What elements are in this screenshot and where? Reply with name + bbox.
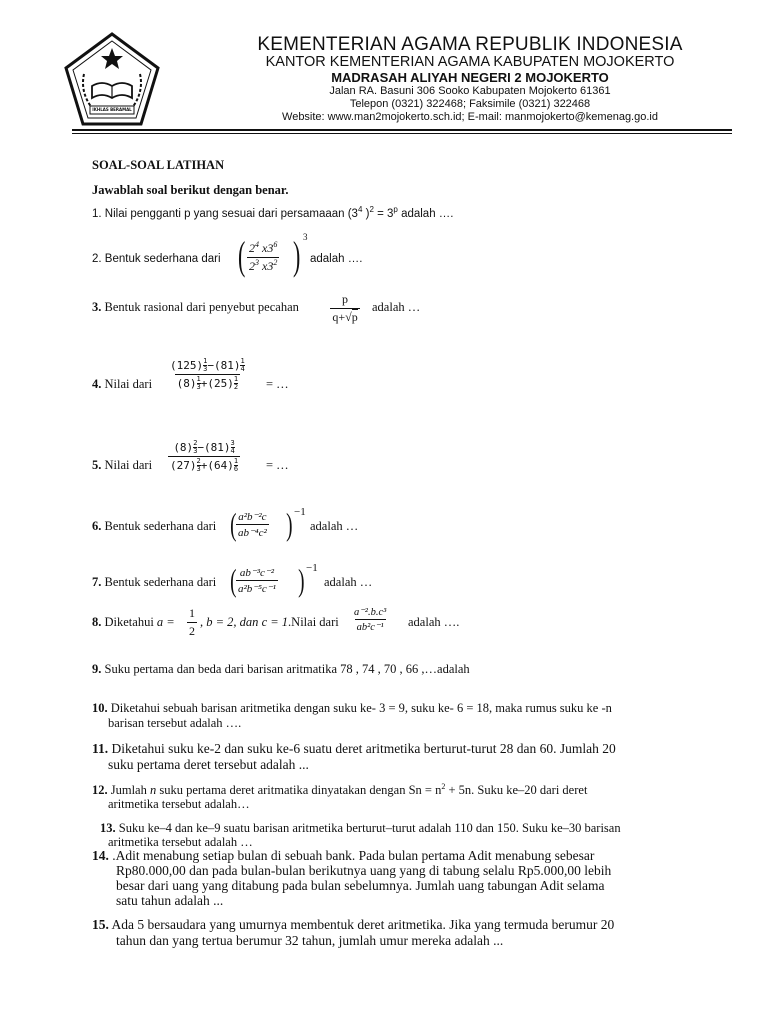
letterhead-rule-thick	[72, 129, 732, 131]
question-number: 6.	[92, 519, 102, 533]
question-13	[100, 821, 621, 836]
exp-num: 1	[196, 375, 201, 383]
numerator: −(81)	[207, 359, 241, 372]
question-number: 5.	[92, 458, 102, 472]
school-phone: Telepon (0321) 322468; Faksimile (0321) 322468	[349, 98, 591, 110]
question-number: 3.	[92, 300, 102, 314]
denominator: (27)	[170, 459, 197, 472]
fraction-exponent	[234, 376, 238, 391]
question-tail: = …	[266, 377, 289, 391]
question-text	[200, 615, 339, 630]
question-11	[92, 741, 616, 756]
exp-den: 6	[233, 465, 239, 473]
b-equals: , b = 2, dan	[200, 615, 259, 629]
exponent: 2	[369, 205, 374, 215]
exponent: 4	[357, 205, 363, 215]
exp-num: 2	[196, 457, 201, 465]
question-5	[92, 458, 152, 473]
question-3	[92, 300, 299, 315]
question-number: 8.	[92, 615, 102, 629]
exp-den: 3	[193, 447, 198, 455]
question-text: Bentuk rasional dari penyebut pecahan	[104, 300, 299, 314]
exp-num: 1	[203, 357, 208, 365]
exponent: 4	[255, 240, 259, 249]
exponent: 2	[273, 258, 278, 267]
exp-den: 3	[203, 365, 208, 373]
numerator: 1	[189, 606, 195, 620]
instruction: Jawablah soal berikut dengan benar.	[92, 183, 289, 197]
exp-den: 2	[233, 383, 239, 391]
question-tail: = …	[266, 458, 289, 472]
question-text: Bentuk sederhana dari	[104, 575, 217, 589]
question-text: Nilai pengganti p yang sesuai dari persamaaan (3	[104, 208, 358, 220]
page-title: SOAL-SOAL LATIHAN	[92, 158, 225, 172]
numerator: a⁻².b.c³	[354, 607, 387, 618]
denominator: +(25)	[200, 377, 234, 390]
numerator: (125)	[170, 359, 204, 372]
question-6	[92, 519, 216, 534]
question-number: 7.	[92, 575, 102, 589]
question-number: 10.	[92, 701, 108, 715]
exponent: p	[393, 205, 398, 215]
fraction	[324, 292, 366, 325]
denominator: q+	[332, 310, 346, 324]
question-number: 11.	[92, 741, 109, 756]
exponent: 2	[441, 781, 446, 791]
school-web: Website: www.man2mojokerto.sch.id; E-mail: manmojokerto@kemenag.go.id	[282, 111, 658, 123]
fraction	[168, 358, 247, 391]
question-text: = 3	[373, 208, 394, 220]
c-equals: c = 1	[261, 615, 289, 629]
denominator: +(64)	[200, 459, 234, 472]
numerator: x3	[259, 241, 274, 255]
question-number: 15.	[92, 917, 109, 932]
fraction-exponent	[231, 440, 235, 455]
numerator: 2	[249, 241, 255, 255]
question-text: Suku pertama dan beda dari barisan aritmatika 78 , 74 , 70 , 66 ,…adalah	[104, 662, 470, 676]
denominator: x3	[259, 259, 274, 273]
exp-den: 3	[196, 383, 201, 391]
radicand: p	[351, 310, 358, 324]
question-text-line4: satu tahun adalah ...	[116, 893, 224, 908]
question-number: 14.	[92, 848, 109, 863]
question-number: 13.	[100, 821, 116, 835]
ministry-name: KEMENTERIAN AGAMA REPUBLIK INDONESIA	[257, 34, 683, 55]
left-paren: (	[230, 562, 237, 598]
question-text: + 5n. Suku ke–20 dari deret	[445, 783, 588, 797]
question-1	[92, 207, 454, 222]
numerator: a²b⁻²c	[238, 511, 267, 523]
question-text: Nilai dari	[104, 458, 153, 472]
exp-num: 1	[233, 375, 239, 383]
question-number: 9.	[92, 662, 102, 676]
exp-num: 3	[230, 439, 235, 447]
question-text: Diketahui	[104, 615, 154, 629]
logo-caption: IKHLAS BERAMAL	[92, 107, 132, 112]
exponent: 6	[273, 240, 278, 249]
fraction	[168, 440, 240, 473]
outer-exponent: −1	[306, 562, 318, 574]
question-text: Nilai dari	[104, 377, 153, 391]
kemenag-emblem-icon	[62, 30, 162, 130]
sqrt-symbol: √	[345, 310, 352, 324]
question-number: 12.	[92, 783, 108, 797]
right-paren: )	[292, 233, 301, 278]
question-text: Bentuk sederhana dari	[104, 253, 221, 265]
question-text: Suku ke–4 dan ke–9 suatu barisan aritmetika berturut–turut adalah 110 dan 150. Suku ke–30 barisan	[118, 821, 621, 835]
question-text: Bentuk sederhana dari	[104, 519, 217, 533]
exp-num: 1	[240, 357, 245, 365]
left-paren: (	[237, 233, 246, 278]
question-tail: adalah ….	[310, 253, 363, 265]
question-15	[92, 917, 614, 932]
question-number: 4.	[92, 377, 102, 391]
denominator: 2	[249, 259, 255, 273]
exp-den: 4	[240, 365, 245, 373]
fraction-half	[187, 606, 197, 639]
question-8	[92, 615, 175, 630]
question-text: Jumlah	[110, 783, 150, 797]
question-2	[92, 252, 221, 267]
left-paren: (	[230, 506, 237, 542]
question-text: .Adit menabung setiap bulan di sebuah bank. Pada bulan pertama Adit menabung sebesar	[112, 848, 595, 863]
question-7	[92, 575, 216, 590]
denominator: ab⁻⁴c²	[236, 524, 269, 539]
exponent: 3	[255, 258, 259, 267]
fraction	[236, 566, 278, 595]
right-paren: )	[298, 562, 305, 598]
denominator: ab²c⁻¹	[355, 619, 386, 633]
question-text-line2: suku pertama deret tersebut adalah ...	[108, 757, 309, 772]
question-tail: adalah …	[324, 575, 373, 589]
denominator: 2	[189, 624, 195, 638]
question-10	[92, 701, 612, 716]
outer-exponent: 3	[303, 232, 308, 242]
letterhead-rule-thin	[72, 133, 732, 134]
exp-num: 1	[233, 457, 239, 465]
question-text: suku pertama deret aritmatika dinyatakan dengan Sn = n	[156, 783, 442, 797]
numerator: p	[342, 292, 348, 306]
question-text-line2: Rp80.000,00 dan pada bulan-bulan berikutnya uang yang di tabung selalu Rp5.000,00 lebih	[116, 863, 612, 878]
numerator: −(81)	[197, 441, 231, 454]
question-text: Diketahui suku ke-2 dan suku ke-6 suatu deret aritmetika berturut-turut 28 dan 60. Jumlah 20	[111, 741, 616, 756]
question-9	[92, 662, 470, 677]
office-name: KANTOR KEMENTERIAN AGAMA KABUPATEN MOJOKERTO	[265, 54, 675, 70]
fraction-exponent	[234, 458, 238, 473]
question-4	[92, 377, 152, 392]
outer-exponent: −1	[294, 506, 306, 518]
numerator: ab⁻³c⁻²	[239, 567, 274, 579]
school-name: MADRASAH ALIYAH NEGERI 2 MOJOKERTO	[331, 70, 609, 85]
school-address: Jalan RA. Basuni 306 Sooko Kabupaten Mojokerto 61361	[329, 85, 611, 97]
numerator: (8)	[173, 441, 194, 454]
question-tail: adalah …	[372, 300, 421, 314]
fraction	[236, 510, 269, 539]
question-14	[92, 848, 594, 863]
question-text: Diketahui sebuah barisan aritmetika dengan suku ke- 3 = 9, suku ke- 6 = 18, maka rumus suku ke -n	[110, 701, 612, 715]
question-number: 2.	[92, 253, 102, 265]
variable-n: n	[149, 783, 157, 797]
question-text: )	[362, 208, 370, 220]
question-tail: adalah ….	[408, 615, 460, 629]
exp-den: 4	[230, 447, 235, 455]
denominator: (8)	[176, 377, 197, 390]
right-paren: )	[286, 506, 293, 542]
question-number: 1.	[92, 208, 102, 220]
question-tail: adalah …	[310, 519, 359, 533]
question-text-line2: aritmetika tersebut adalah …	[108, 835, 253, 849]
fraction	[247, 241, 279, 274]
a-equals: a =	[156, 615, 175, 629]
fraction-exponent	[240, 358, 244, 373]
denominator: a²b⁻⁵c⁻¹	[236, 580, 278, 595]
exp-num: 2	[193, 439, 198, 447]
question-text-line2: aritmetika tersebut adalah…	[108, 797, 250, 811]
question-12	[92, 783, 587, 798]
fraction	[352, 606, 388, 633]
question-text: Ada 5 bersaudara yang umurnya membentuk deret aritmetika. Jika yang termuda berumur 20	[111, 917, 615, 932]
question-text-line2: tahun dan yang tertua berumur 32 tahun, jumlah umur mereka adalah ...	[116, 933, 504, 948]
question-text-line2: barisan tersebut adalah ….	[108, 716, 242, 730]
question-text: adalah ….	[397, 208, 454, 220]
question-text-line3: besar dari uang yang ditabung pada bulan sebelumnya. Jumlah uang tabungan Adit selama	[116, 878, 605, 893]
question-text: .Nilai dari	[288, 615, 339, 629]
exp-den: 3	[196, 465, 201, 473]
